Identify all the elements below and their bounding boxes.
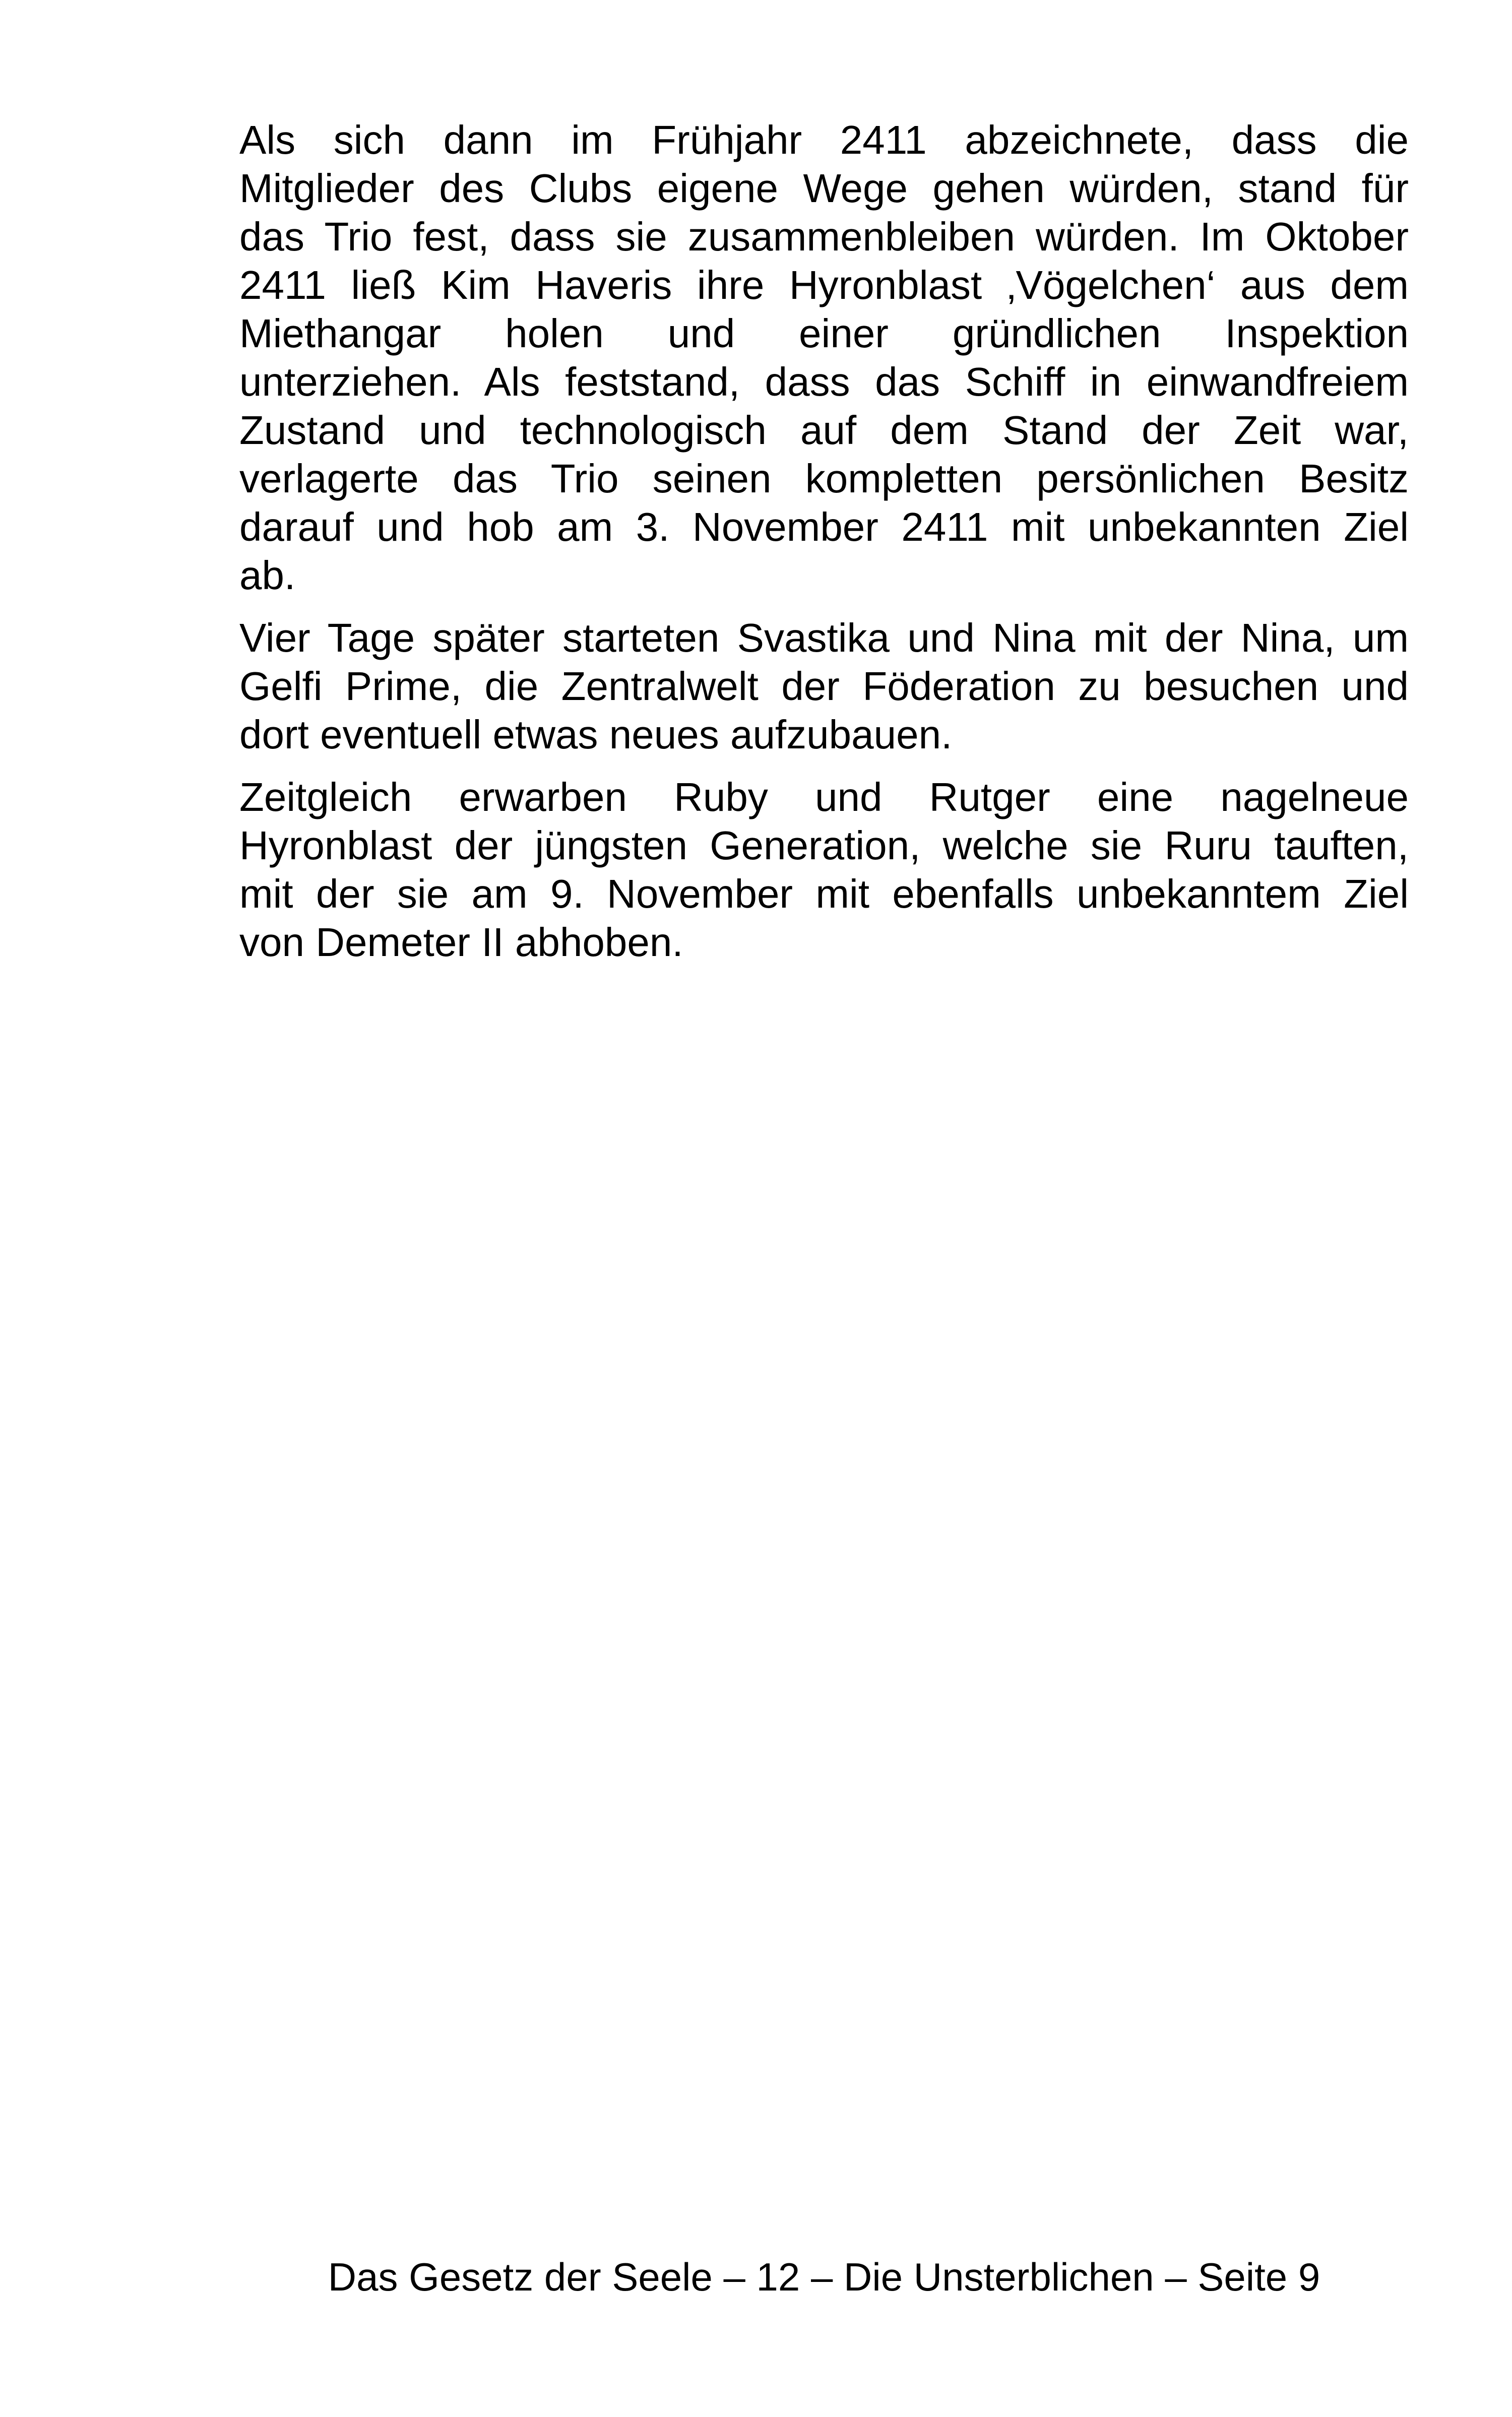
text-line: Hyronblast der jüngsten Generation, welche sie Ruru tauften,	[239, 823, 1409, 868]
text-line: unterziehen. Als feststand, dass das Schiff in einwandfreiem	[239, 359, 1409, 404]
paragraph	[239, 614, 1409, 759]
text-line: das Trio fest, dass sie zusammenbleiben würden. Im Oktober	[239, 214, 1409, 259]
page-footer	[239, 2253, 1409, 2301]
footer-text: Das Gesetz der Seele – 12 – Die Unsterblichen – Seite 9	[328, 2255, 1320, 2299]
text-line: Zustand und technologisch auf dem Stand der Zeit war,	[239, 408, 1409, 453]
text-line: verlagerte das Trio seinen kompletten persönlichen Besitz	[239, 456, 1409, 501]
text-line: Mitglieder des Clubs eigene Wege gehen würden, stand für	[239, 166, 1409, 211]
text-line: dort eventuell etwas neues aufzubauen.	[239, 712, 953, 757]
paragraph	[239, 773, 1409, 967]
text-line: Miethangar holen und einer gründlichen Inspektion	[239, 311, 1409, 356]
text-line: 2411 ließ Kim Haveris ihre Hyronblast ‚Vögelchen‘ aus dem	[239, 263, 1409, 307]
text-line: von Demeter II abhoben.	[239, 920, 683, 965]
text-line: mit der sie am 9. November mit ebenfalls unbekanntem Ziel	[239, 871, 1409, 916]
text-line: Gelfi Prime, die Zentralwelt der Föderation zu besuchen und	[239, 664, 1409, 709]
paragraph	[239, 116, 1409, 600]
body-text	[239, 116, 1409, 981]
text-line: ab.	[239, 553, 296, 598]
text-line: darauf und hob am 3. November 2411 mit unbekannten Ziel	[239, 504, 1409, 549]
text-line: Als sich dann im Frühjahr 2411 abzeichnete, dass die	[239, 117, 1409, 162]
text-line: Vier Tage später starteten Svastika und Nina mit der Nina, um	[239, 615, 1409, 660]
text-line: Zeitgleich erwarben Ruby und Rutger eine nagelneue	[239, 775, 1409, 819]
